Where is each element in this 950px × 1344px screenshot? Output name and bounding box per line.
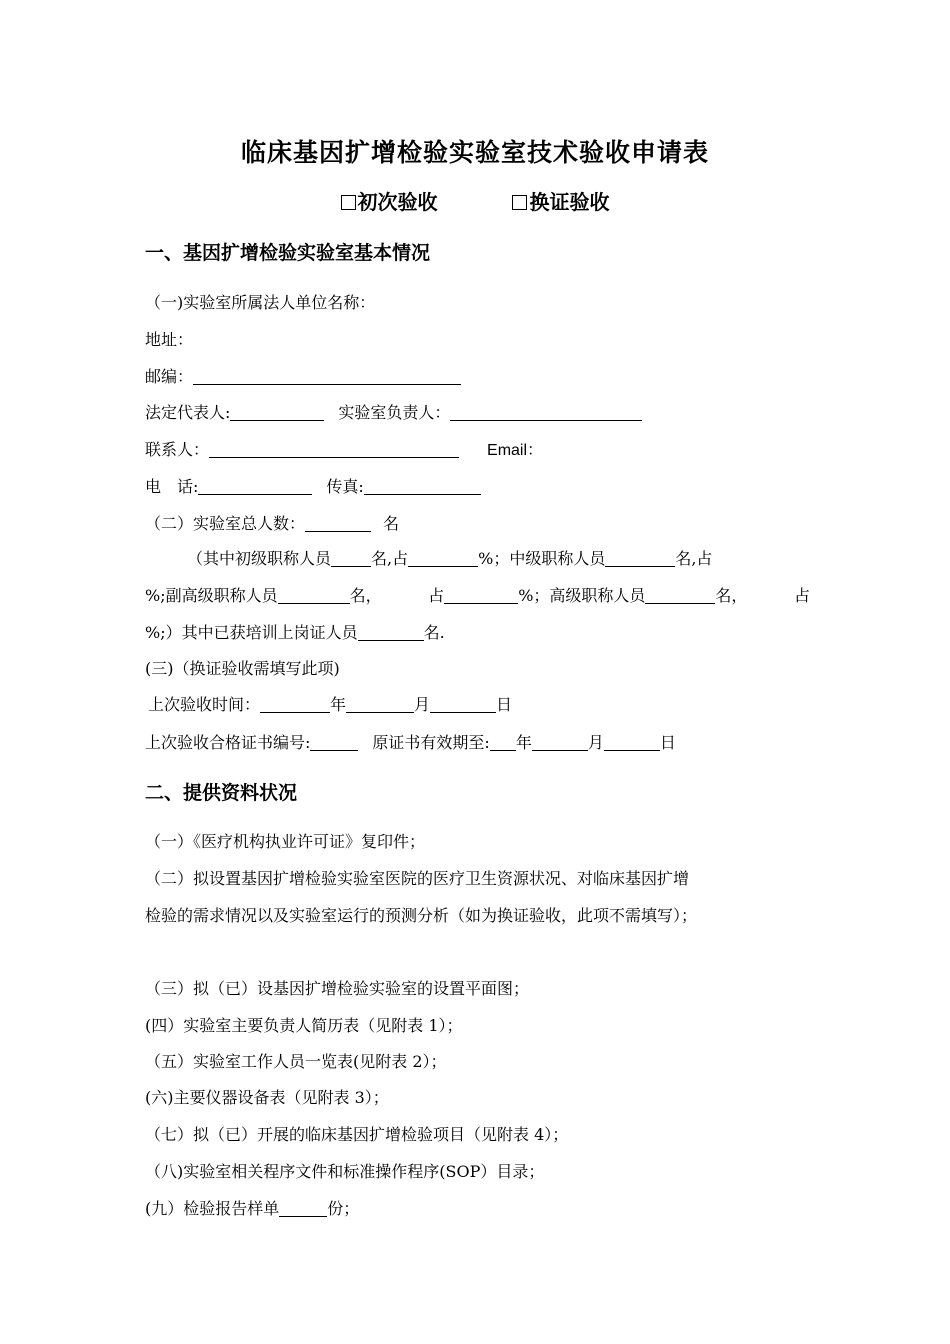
report-sample-count-field[interactable] bbox=[279, 1198, 327, 1217]
last-time-line bbox=[148, 692, 512, 715]
first-acceptance-checkbox[interactable] bbox=[341, 195, 356, 210]
renew-acceptance-checkbox[interactable] bbox=[512, 195, 527, 210]
rep-line bbox=[145, 400, 642, 423]
legal-unit-label: （一)实验室所属法人单位名称： bbox=[145, 293, 376, 312]
postcode-field[interactable] bbox=[193, 366, 461, 385]
renew-note-line bbox=[145, 656, 340, 679]
last-month-field[interactable] bbox=[346, 694, 414, 713]
titles-line-2 bbox=[145, 583, 810, 606]
last-day-field[interactable] bbox=[430, 694, 496, 713]
deputy-senior-ratio-label: 占 bbox=[428, 586, 445, 605]
doc-item: (四）实验室主要负责人简历表（见附表 1）； bbox=[145, 1016, 463, 1035]
last-year-field[interactable] bbox=[260, 694, 330, 713]
senior-count-field[interactable] bbox=[645, 585, 715, 604]
cert-month-unit: 月 bbox=[587, 733, 604, 752]
phone-label: 电 话: bbox=[145, 477, 199, 496]
renew-acceptance-option[interactable] bbox=[512, 186, 609, 215]
titles-line-3 bbox=[145, 620, 445, 643]
legal-unit-line bbox=[145, 290, 375, 313]
report-sample-line bbox=[145, 1196, 359, 1219]
lab-head-label: 实验室负责人： bbox=[338, 403, 451, 422]
legal-rep-field[interactable] bbox=[230, 402, 324, 421]
legal-rep-label: 法定代表人: bbox=[145, 403, 231, 422]
junior-label: （其中初级职称人员 bbox=[187, 549, 332, 568]
address-line bbox=[145, 327, 193, 350]
cert-valid-label: 原证书有效期至: bbox=[372, 733, 490, 752]
postcode-label: 邮编： bbox=[145, 367, 194, 386]
deputy-senior-count-field[interactable] bbox=[278, 585, 350, 604]
contact-label: 联系人： bbox=[145, 440, 210, 459]
last-month-unit: 月 bbox=[414, 695, 431, 714]
doc-item: （一）《医疗机构执业许可证》复印件； bbox=[145, 832, 426, 851]
last-time-label: 上次验收时间： bbox=[148, 695, 261, 714]
contact-field[interactable] bbox=[209, 439, 459, 458]
report-sample-label: (九）检验报告样单 bbox=[145, 1199, 280, 1218]
junior-ratio-field[interactable] bbox=[408, 548, 478, 567]
email-label: Email： bbox=[487, 442, 544, 459]
senior-label: %；高级职称人员 bbox=[518, 586, 646, 605]
acceptance-type-options bbox=[0, 186, 950, 215]
cert-year-field[interactable] bbox=[490, 732, 516, 751]
staff-total-unit: 名 bbox=[383, 514, 400, 533]
deputy-senior-ratio-field[interactable] bbox=[444, 585, 518, 604]
cert-day-field[interactable] bbox=[604, 732, 660, 751]
senior-ratio-label: 占 bbox=[793, 586, 810, 605]
phone-line bbox=[145, 474, 481, 497]
middle-label: %；中级职称人员 bbox=[478, 549, 606, 568]
cert-day-unit: 日 bbox=[659, 733, 676, 752]
section2-heading: 二、提供资料状况 bbox=[145, 782, 298, 804]
postcode-line bbox=[145, 364, 461, 387]
doc-item: (六)主要仪器设备表（见附表 3）； bbox=[145, 1088, 389, 1107]
certified-label: %;）其中已获培训上岗证人员 bbox=[145, 623, 358, 642]
senior-unit: 名， bbox=[715, 586, 748, 605]
junior-ratio-label: 名,占 bbox=[371, 549, 409, 568]
certified-count-field[interactable] bbox=[358, 622, 424, 641]
last-day-unit: 日 bbox=[496, 695, 513, 714]
cert-line bbox=[145, 730, 676, 753]
fax-field[interactable] bbox=[364, 476, 481, 495]
section1-heading: 一、基因扩增检验实验室基本情况 bbox=[145, 242, 431, 264]
deputy-senior-unit: 名， bbox=[349, 586, 382, 605]
certified-unit: 名. bbox=[423, 623, 445, 642]
first-acceptance-label: 初次验收 bbox=[357, 190, 438, 214]
fax-label: 传真: bbox=[326, 477, 364, 496]
doc-item: （七）拟（已）开展的临床基因扩增检验项目（见附表 4）； bbox=[145, 1125, 569, 1144]
doc-item: （八)实验室相关程序文件和标准操作程序(SOP）目录； bbox=[145, 1162, 545, 1181]
deputy-senior-label: %;副高级职称人员 bbox=[145, 586, 278, 605]
address-label: 地址： bbox=[145, 330, 194, 349]
cert-no-field[interactable] bbox=[310, 732, 358, 751]
staff-total-label: （二）实验室总人数： bbox=[145, 514, 306, 533]
doc-item: （二）拟设置基因扩增检验实验室医院的医疗卫生资源状况、对临床基因扩增 bbox=[145, 869, 690, 888]
renew-note: (三)（换证验收需填写此项) bbox=[145, 659, 340, 678]
doc-item: 检验的需求情况以及实验室运行的预测分析（如为换证验收，此项不需填写）； bbox=[145, 906, 698, 925]
cert-year-unit: 年 bbox=[515, 733, 532, 752]
last-year-unit: 年 bbox=[330, 695, 347, 714]
junior-count-field[interactable] bbox=[331, 548, 371, 567]
page-title: 临床基因扩增检验实验室技术验收申请表 bbox=[240, 138, 709, 167]
staff-total-field[interactable] bbox=[305, 513, 371, 532]
report-sample-unit: 份； bbox=[327, 1199, 360, 1218]
staff-total-line bbox=[145, 511, 399, 534]
doc-item: （三）拟（已）设基因扩增检验实验室的设置平面图； bbox=[145, 979, 530, 998]
titles-line-1 bbox=[187, 546, 712, 569]
contact-line bbox=[145, 437, 543, 460]
doc-item: （五）实验室工作人员一览表(见附表 2）； bbox=[145, 1052, 447, 1071]
first-acceptance-option[interactable] bbox=[341, 186, 438, 215]
middle-count-field[interactable] bbox=[605, 548, 675, 567]
renew-acceptance-label: 换证验收 bbox=[529, 190, 610, 214]
middle-ratio-label: 名,占 bbox=[675, 549, 713, 568]
lab-head-field[interactable] bbox=[450, 402, 642, 421]
phone-field[interactable] bbox=[198, 476, 312, 495]
cert-month-field[interactable] bbox=[532, 732, 588, 751]
cert-no-label: 上次验收合格证书编号: bbox=[145, 733, 311, 752]
